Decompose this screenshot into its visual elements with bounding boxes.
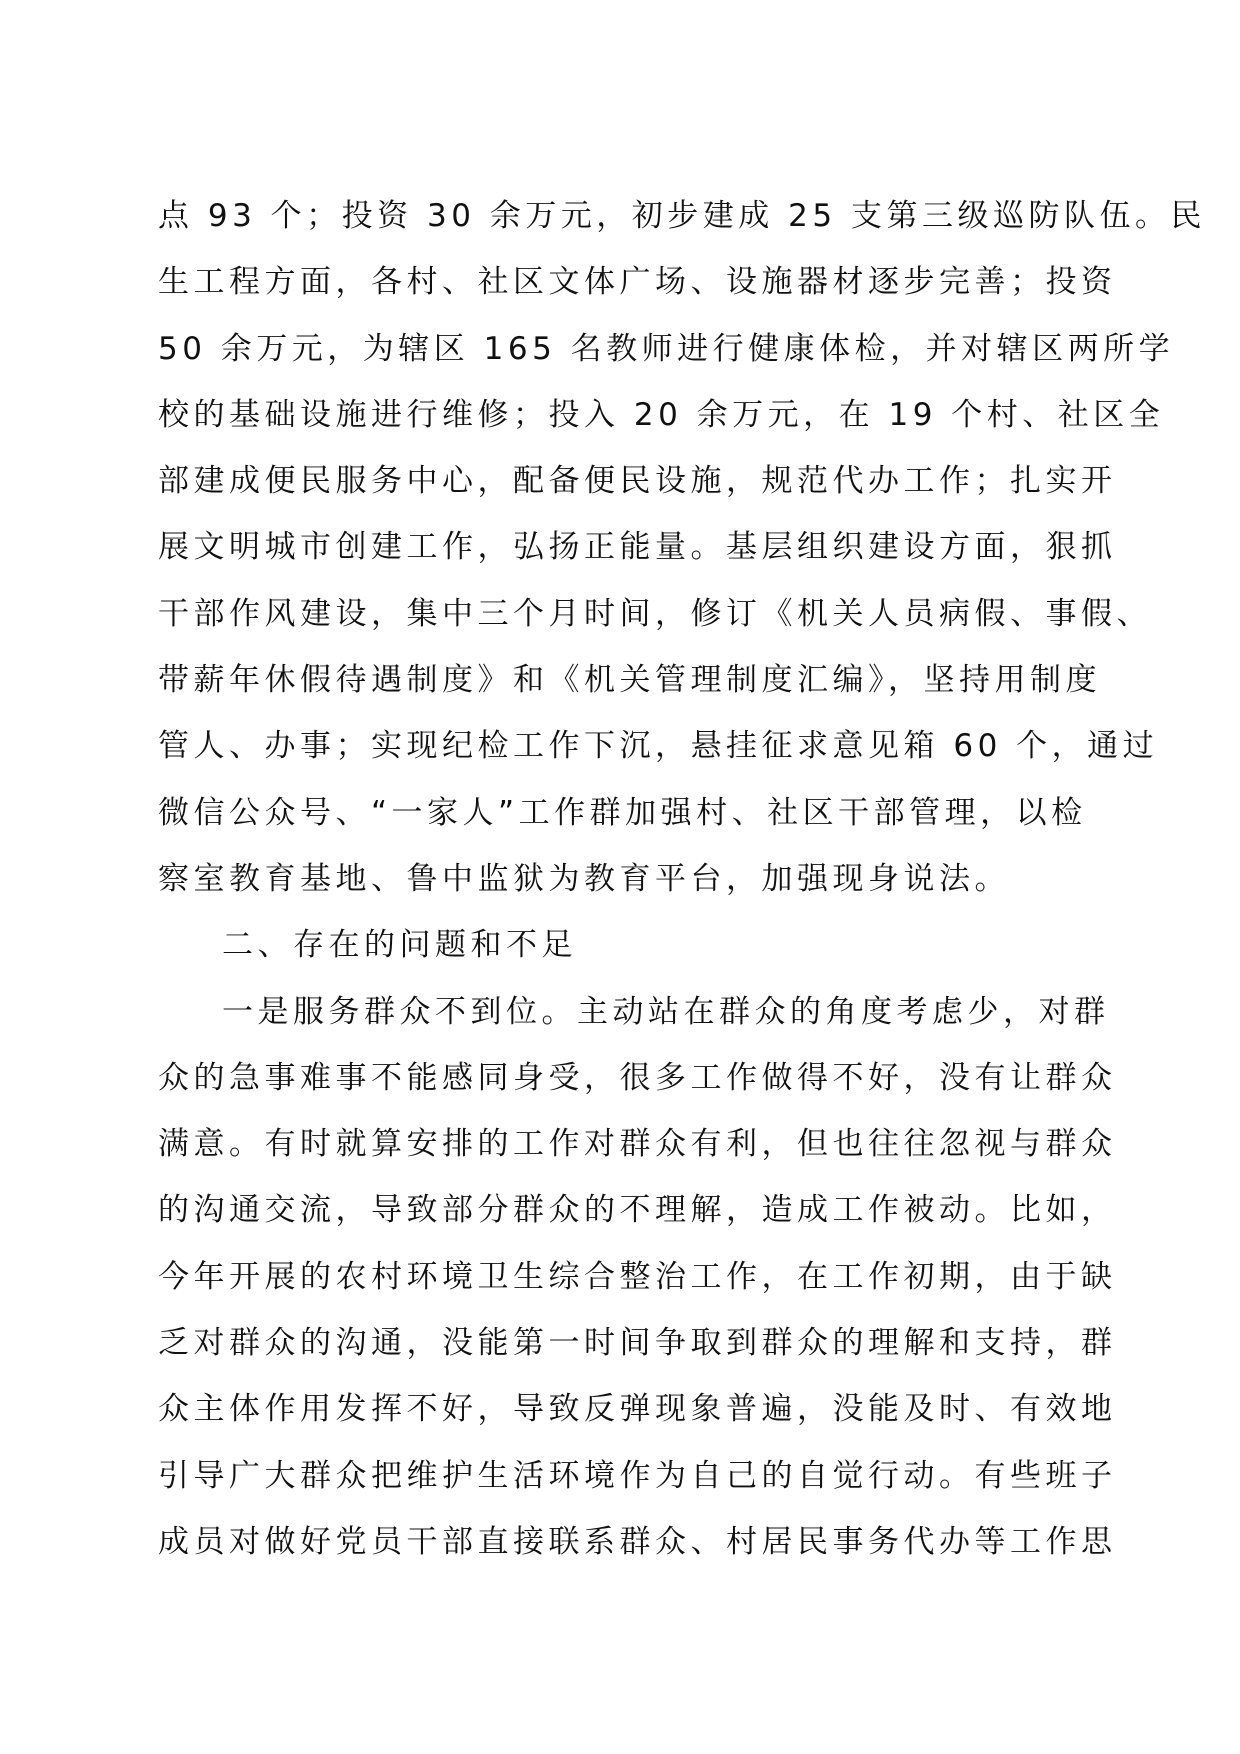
paragraph-1-line-2: 生工程方面，各村、社区文体广场、设施器材逐步完善；投资 <box>158 264 1117 301</box>
section-heading: 二、存在的问题和不足 <box>222 927 577 964</box>
document-body <box>158 183 1206 1575</box>
paragraph-1-line-11: 察室教育基地、鲁中监狱为教育平台，加强现身说法。 <box>158 860 1010 897</box>
paragraph-2-line-6: 乏对群众的沟通，没能第一时间争取到群众的理解和支持，群 <box>158 1325 1117 1362</box>
paragraph-1-line-4: 校的基础设施进行维修；投入 20 余万元，在 19 个村、社区全 <box>158 396 1165 433</box>
paragraph-2-line-9: 成员对做好党员干部直接联系群众、村居民事务代办等工作思 <box>158 1523 1117 1560</box>
paragraph-2-line-5: 今年开展的农村环境卫生综合整治工作，在工作初期，由于缺 <box>158 1258 1117 1295</box>
paragraph-2-line-8: 引导广大群众把维护生活环境作为自己的自觉行动。有些班子 <box>158 1457 1117 1494</box>
paragraph-2-line-2: 众的急事难事不能感同身受，很多工作做得不好，没有让群众 <box>158 1059 1117 1096</box>
paragraph-2-line-1: 一是服务群众不到位。主动站在群众的角度考虑少，对群 <box>222 993 1110 1030</box>
paragraph-1-line-5: 部建成便民服务中心，配备便民设施，规范代办工作；扎实开 <box>158 463 1117 500</box>
paragraph-1-line-10: 微信公众号、“一家人”工作群加强村、社区干部管理，以检 <box>158 794 1087 831</box>
paragraph-2-line-4: 的沟通交流，导致部分群众的不理解，造成工作被动。比如， <box>158 1192 1117 1229</box>
paragraph-1-line-8: 带薪年休假待遇制度》和《机关管理制度汇编》，坚持用制度 <box>158 662 1101 699</box>
paragraph-1-line-7: 干部作风建设，集中三个月时间，修订《机关人员病假、事假、 <box>158 595 1152 632</box>
paragraph-2-line-3: 满意。有时就算安排的工作对群众有利，但也往往忽视与群众 <box>158 1126 1117 1163</box>
paragraph-1-line-9: 管人、办事；实现纪检工作下沉，悬挂征求意见箱 60 个，通过 <box>158 728 1159 765</box>
paragraph-1-line-3: 50 余万元，为辖区 165 名教师进行健康体检，并对辖区两所学 <box>158 330 1175 367</box>
paragraph-1-line-1: 点 93 个；投资 30 余万元，初步建成 25 支第三级巡防队伍。民 <box>158 198 1206 234</box>
paragraph-2-line-7: 众主体作用发挥不好，导致反弹现象普遍，没能及时、有效地 <box>158 1391 1117 1428</box>
paragraph-1-line-6: 展文明城市创建工作，弘扬正能量。基层组织建设方面，狠抓 <box>158 529 1117 566</box>
